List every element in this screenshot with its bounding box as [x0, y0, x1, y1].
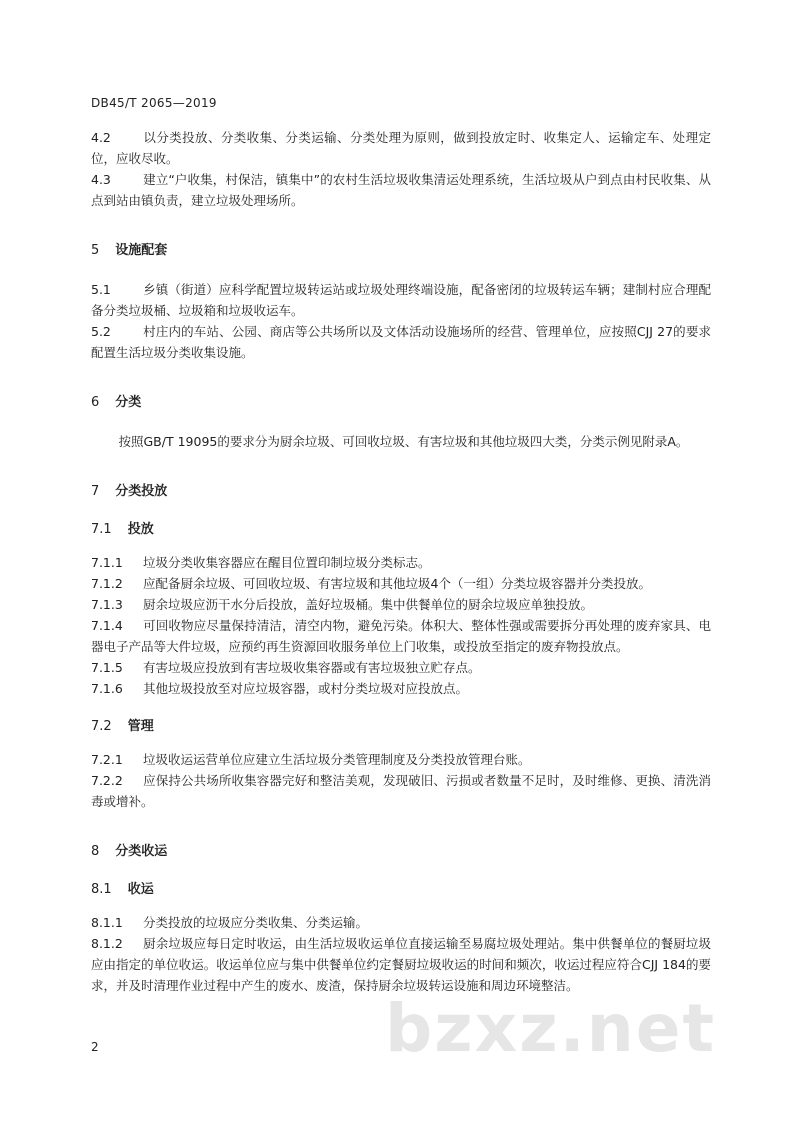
- body-paragraph: 按照GB/T 19095的要求分为厨余垃圾、可回收垃圾、有害垃圾和其他垃圾四大类，分类示例见附录A。: [118, 434, 689, 449]
- standard-code: DB45/T 2065—2019: [91, 96, 217, 110]
- clause-paragraph: [91, 678, 711, 699]
- subsection-heading: [91, 880, 711, 900]
- clause-text: 厨余垃圾应沥干水分后投放，盖好垃圾桶。集中供餐单位的厨余垃圾应单独投放。: [143, 597, 594, 612]
- heading-title: 管理: [127, 719, 154, 734]
- clause-text: 有害垃圾应投放到有害垃圾收集容器或有害垃圾独立贮存点。: [143, 660, 481, 675]
- clause-paragraph: [91, 657, 711, 678]
- clause-text: 应保持公共场所收集容器完好和整洁美观，发现破旧、污损或者数量不足时，及时维修、更换、清洗消毒或增补。: [91, 773, 711, 809]
- clause-number: 4.2: [91, 130, 111, 145]
- clause-number: 7.1.3: [91, 597, 123, 612]
- section-heading: [91, 393, 711, 413]
- clause-text: 分类投放的垃圾应分类收集、分类运输。: [143, 915, 369, 930]
- clause-text: 乡镇（街道）应科学配置垃圾转运站或垃圾处理终端设施，配备密闭的垃圾转运车辆；建制村应合理配备分类垃圾桶、垃圾箱和垃圾收运车。: [91, 282, 711, 318]
- section-heading: [91, 842, 711, 862]
- heading-number: 7.2: [91, 719, 112, 734]
- heading-number: 7: [91, 484, 100, 499]
- clause-number: 7.1.5: [91, 660, 123, 675]
- heading-number: 8.1: [91, 882, 112, 897]
- page-number: 2: [91, 1040, 99, 1054]
- heading-title: 设施配套: [115, 243, 168, 258]
- clause-paragraph: [91, 127, 711, 169]
- heading-number: 8: [91, 844, 100, 859]
- heading-title: 投放: [127, 522, 154, 537]
- clause-number: 7.1.4: [91, 618, 123, 633]
- clause-text: 可回收物应尽量保持清洁，清空内物，避免污染。体积大、整体性强或需要拆分再处理的废弃家具、电器电子产品等大件垃圾，应预约再生资源回收服务单位上门收集，或投放至指定的废弃物投放点。: [91, 618, 711, 654]
- clause-text: 其他垃圾投放至对应垃圾容器，或村分类垃圾对应投放点。: [143, 681, 469, 696]
- clause-paragraph: [91, 933, 711, 996]
- subsection-heading: [91, 520, 711, 540]
- clause-paragraph: [91, 615, 711, 657]
- heading-title: 分类投放: [115, 484, 168, 499]
- heading-title: 分类: [115, 395, 142, 410]
- clause-text: 村庄内的车站、公园、商店等公共场所以及文体活动设施场所的经营、管理单位，应按照CJJ 27的要求配置生活垃圾分类收集设施。: [91, 324, 711, 360]
- clause-text: 垃圾收运运营单位应建立生活垃圾分类管理制度及分类投放管理台账。: [143, 752, 531, 767]
- clause-number: 5.1: [91, 282, 111, 297]
- clause-paragraph: [91, 552, 711, 573]
- clause-paragraph: [91, 770, 711, 812]
- clause-text: 垃圾分类收集容器应在醒目位置印制垃圾分类标志。: [143, 555, 431, 570]
- watermark-logo: bzxz.net: [385, 990, 717, 1067]
- clause-number: 8.1.2: [91, 936, 123, 951]
- heading-title: 收运: [127, 882, 154, 897]
- clause-number: 5.2: [91, 324, 111, 339]
- clause-number: 7.1.1: [91, 555, 123, 570]
- section-heading: [91, 241, 711, 261]
- section-heading: [91, 482, 711, 502]
- clause-paragraph: [91, 279, 711, 321]
- clause-paragraph: [91, 912, 711, 933]
- heading-number: 5: [91, 243, 100, 258]
- clause-number: 8.1.1: [91, 915, 123, 930]
- heading-number: 7.1: [91, 522, 112, 537]
- clause-paragraph: [91, 749, 711, 770]
- clause-paragraph: [91, 594, 711, 615]
- clause-number: 7.1.2: [91, 576, 123, 591]
- clause-number: 4.3: [91, 172, 111, 187]
- heading-title: 分类收运: [115, 844, 168, 859]
- heading-number: 6: [91, 395, 100, 410]
- clause-text: 以分类投放、分类收集、分类运输、分类处理为原则，做到投放定时、收集定人、运输定车、处理定位，应收尽收。: [91, 130, 711, 166]
- clause-text: 建立“户收集，村保洁，镇集中”的农村生活垃圾收集清运处理系统，生活垃圾从户到点由村民收集、从点到站由镇负责，建立垃圾处理场所。: [91, 172, 711, 208]
- clause-number: 7.2.2: [91, 773, 123, 788]
- document-body: [91, 127, 711, 996]
- clause-paragraph: [91, 321, 711, 363]
- clause-text: 厨余垃圾应每日定时收运，由生活垃圾收运单位直接运输至易腐垃圾处理站。集中供餐单位的餐厨垃圾应由指定的单位收运。收运单位应与集中供餐单位约定餐厨垃圾收运的时间和频次，收运过程应符合CJJ 184的要求，并及时清理作业过程中产生的废水、废渣，保持厨余垃圾转运设施和周边环境整洁。: [91, 936, 711, 993]
- clause-number: 7.1.6: [91, 681, 123, 696]
- subsection-heading: [91, 717, 711, 737]
- clause-paragraph: [91, 169, 711, 211]
- clause-number: 7.2.1: [91, 752, 123, 767]
- clause-text: 应配备厨余垃圾、可回收垃圾、有害垃圾和其他垃圾4个（一组）分类垃圾容器并分类投放。: [143, 576, 651, 591]
- clause-paragraph: [91, 573, 711, 594]
